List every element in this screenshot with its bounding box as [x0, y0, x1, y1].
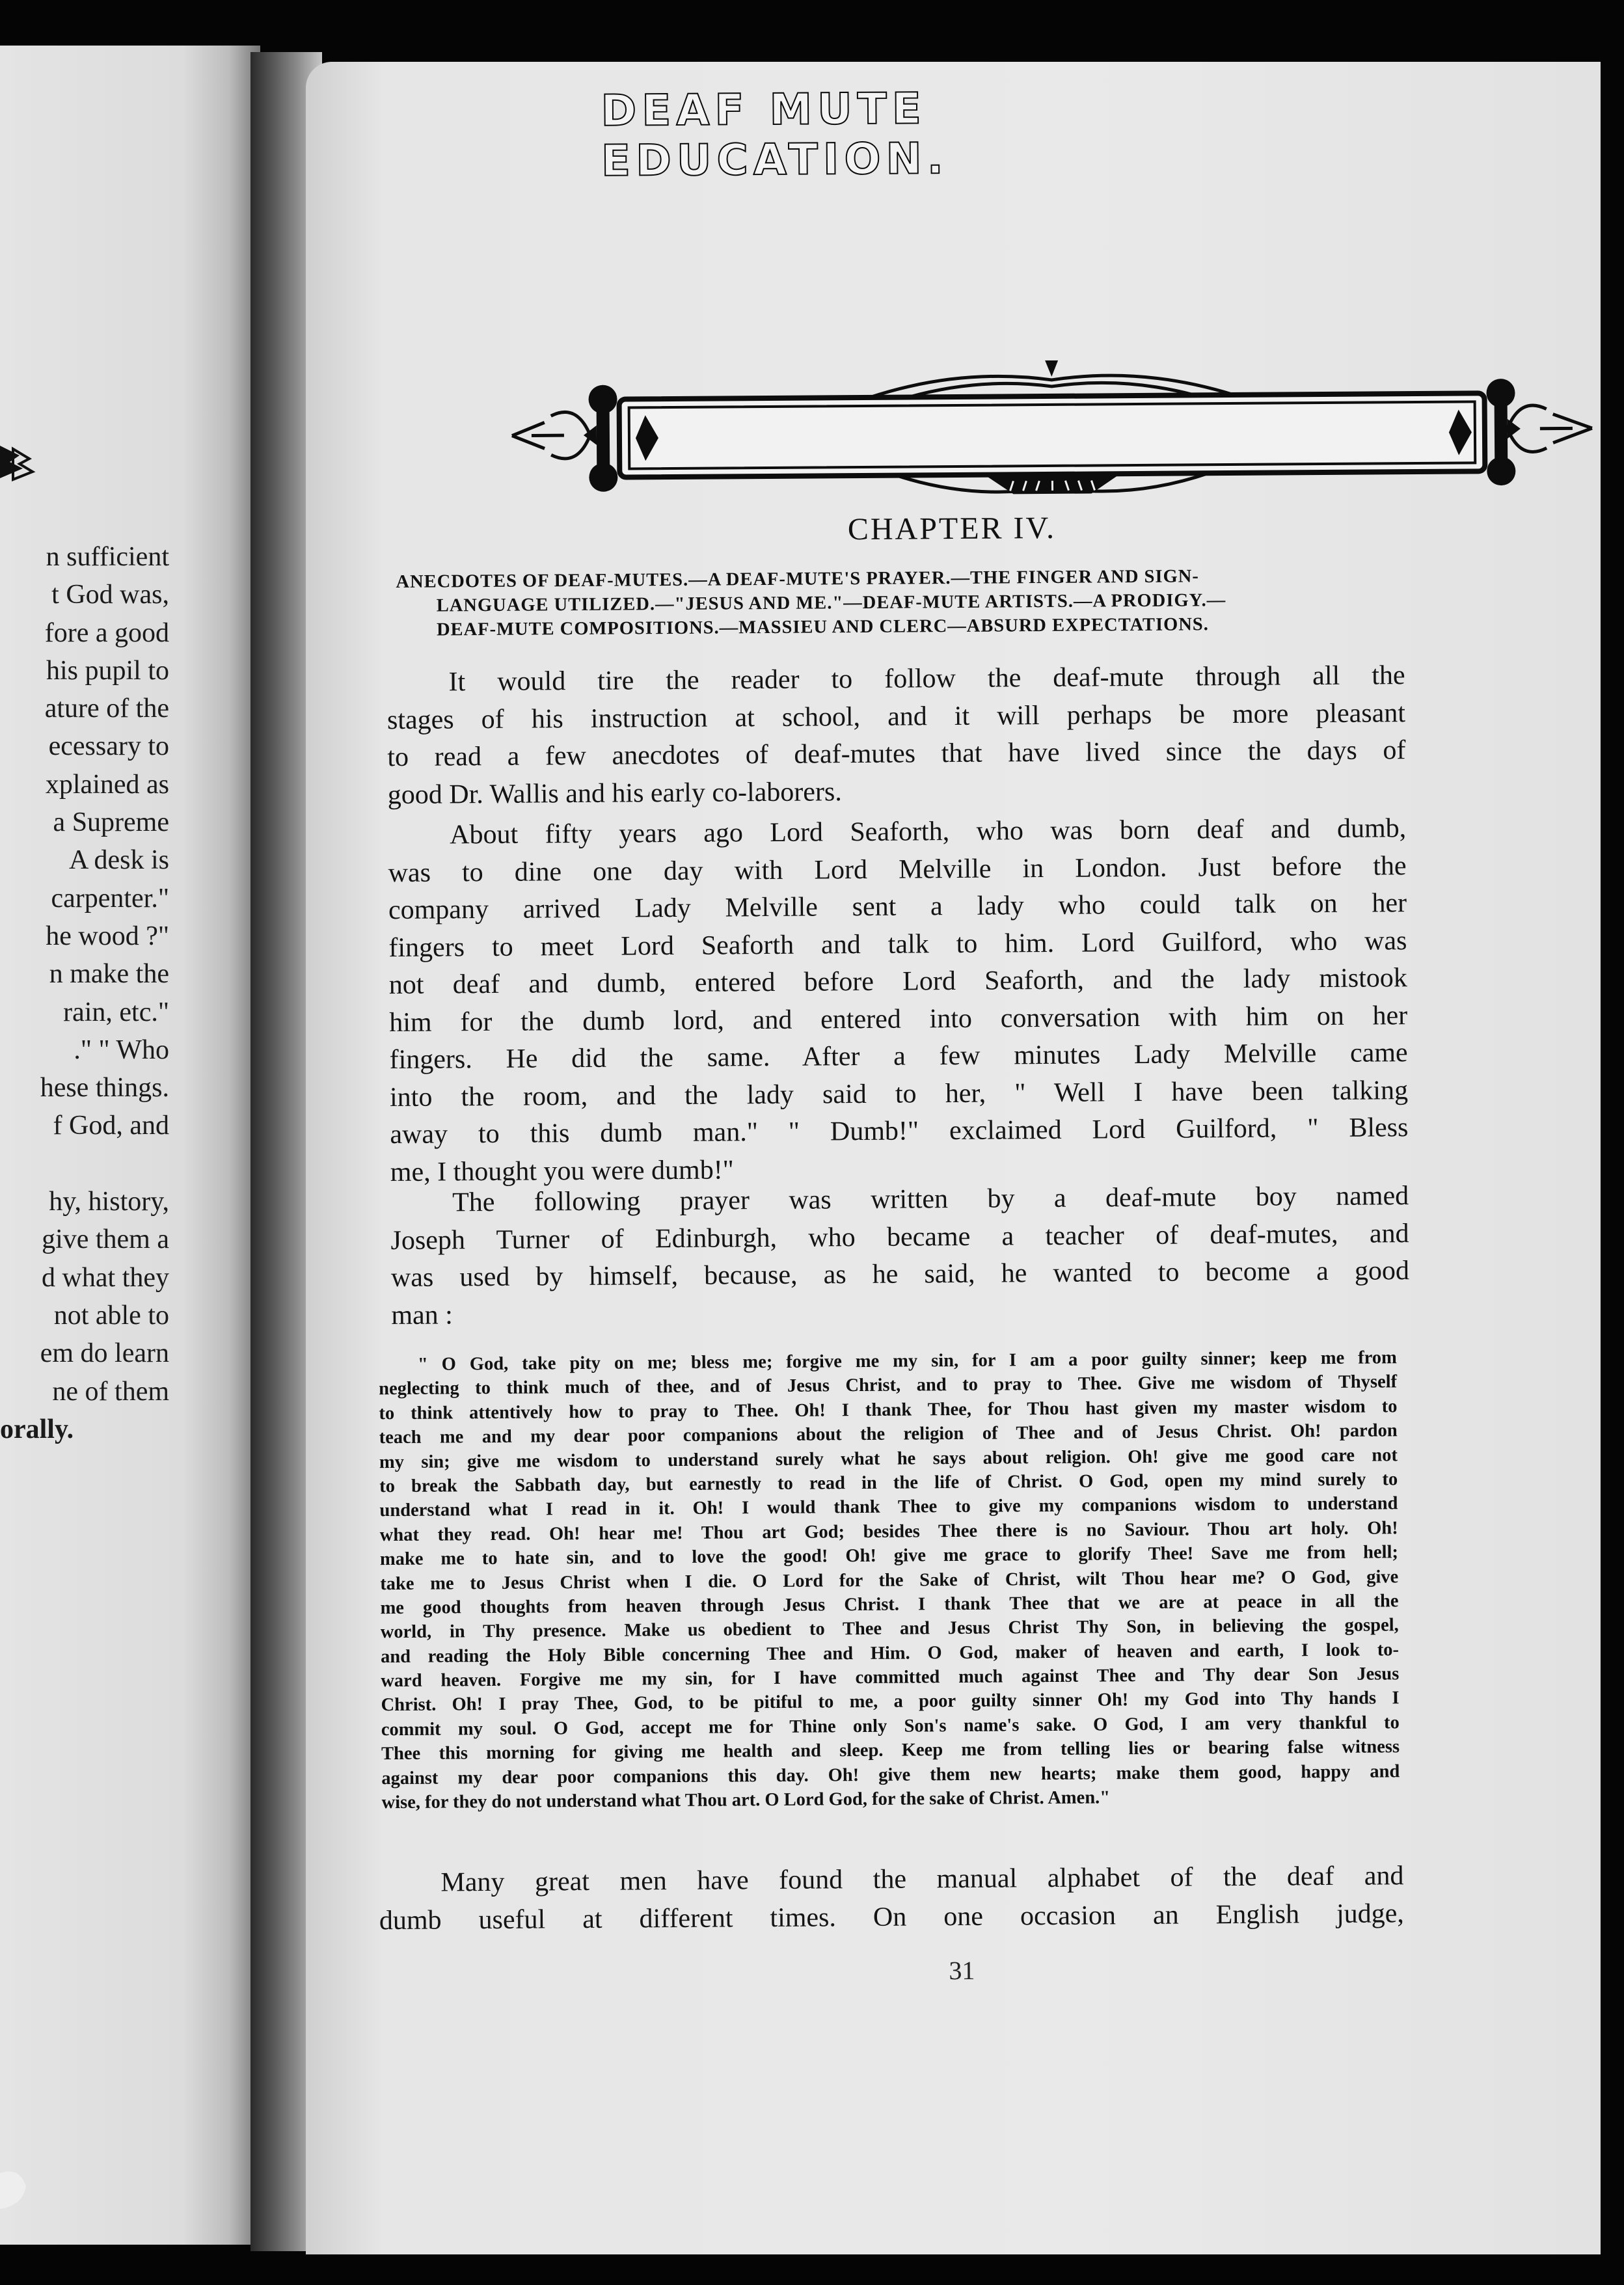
- prayer-line: and reading the Holy Bible concerning Thee and Him. O God, maker of heaven and earth, I look to-: [380, 1639, 1400, 1667]
- prayer-line: " O God, take pity on me; bless me; forgive me my sin, for I am a poor guilty sinner; keep me from: [417, 1347, 1397, 1375]
- chapter-heading: CHAPTER IV.: [847, 510, 1057, 547]
- synopsis-line: LANGUAGE UTILIZED.—"JESUS AND ME."—DEAF-MUTE ARTISTS.—A PRODIGY.—: [436, 590, 1226, 616]
- prayer-line: me good thoughts from heaven through Jesus Christ. I thank Thee that we are at peace in all the: [380, 1591, 1399, 1619]
- synopsis-line: ANECDOTES OF DEAF-MUTES.—A DEAF-MUTE'S PRAYER.—THE FINGER AND SIGN-: [396, 566, 1199, 592]
- page-number: 31: [949, 1955, 975, 1986]
- previous-page-line: ne of them: [52, 1376, 169, 1407]
- previous-page-line: carpenter.": [51, 883, 169, 913]
- current-page: [306, 62, 1601, 2254]
- previous-page-line: em do learn: [40, 1338, 169, 1369]
- previous-page-line: A desk is: [68, 845, 169, 876]
- prayer-line: against my dear poor companions this day. Oh! give them new hearts; make them good, happy and: [381, 1761, 1400, 1789]
- text-line: company arrived Lady Melville sent a lady who could talk on her: [388, 888, 1407, 926]
- prayer-line: my sin; give me wisdom to understand surely what he says about religion. Oh! give me good care not: [379, 1444, 1398, 1472]
- previous-page-text: [0, 538, 169, 1448]
- text-line: man :: [391, 1299, 453, 1331]
- previous-page-line: t God was,: [51, 580, 169, 610]
- previous-page-line: [0, 1145, 169, 1183]
- prayer-line: what they read. Oh! hear me! Thou art God; besides Thee there is no Saviour. Thou art holy. Oh!: [379, 1517, 1398, 1545]
- paragraph-seaforth-anecdote: [388, 810, 1409, 1191]
- left-page-ornament: [0, 439, 39, 485]
- previous-page-line: ature of the: [44, 694, 169, 724]
- previous-page-line: not able to: [53, 1300, 169, 1331]
- text-line: About fifty years ago Lord Seaforth, who was born deaf and dumb,: [450, 813, 1407, 850]
- prayer-line: Christ. Oh! I pray Thee, God, to be pitiful to me, a poor guilty sinner Oh! my God into Thy hands I: [381, 1688, 1400, 1716]
- prayer-line: ward heaven. Forgive me my sin, for I have committed much against Thee and Thy dear Son Jesus: [381, 1664, 1400, 1692]
- previous-page-line: rain, etc.": [63, 997, 169, 1027]
- previous-page-line: hese things.: [40, 1073, 169, 1103]
- prayer-line: make me to hate sin, and to love the good! Oh! give me grace to glorify Thee! Save me from hell;: [379, 1542, 1399, 1570]
- prayer-quotation: [379, 1345, 1400, 1815]
- chapter-header-ornament: [505, 357, 1599, 514]
- prayer-line: understand what I read in it. Oh! I would thank Thee to give my companions wisdom to understand: [379, 1493, 1398, 1521]
- text-line: fingers to meet Lord Seaforth and talk to him. Lord Guilford, who was: [388, 925, 1407, 963]
- prayer-line: take me to Jesus Christ when I die. O Lord for the Sake of Christ, wilt Thou hear me? O God, give: [380, 1566, 1399, 1594]
- text-line: It would tire the reader to follow the deaf-mute through all the: [448, 660, 1405, 697]
- scan-artifact: [0, 2167, 33, 2212]
- prayer-line: teach me and my dear poor companions about the religion of Thee and of Jesus Christ. Oh! pardon: [379, 1420, 1398, 1448]
- text-line: stages of his instruction at school, and it will perhaps be more pleasant: [386, 697, 1406, 735]
- prayer-line: to break the Sabbath day, but earnestly to read in the life of Christ. O God, open my mind surely to: [379, 1469, 1398, 1497]
- previous-page-line: ecessary to: [48, 731, 169, 762]
- previous-page-line: fore a good: [44, 617, 169, 648]
- previous-page-line: n sufficient: [46, 542, 169, 572]
- previous-page-line: xplained as: [45, 769, 169, 800]
- previous-page-line: a Supreme: [53, 807, 169, 838]
- previous-page-line: hy, history,: [49, 1187, 169, 1217]
- paragraph-prayer-intro: [390, 1178, 1410, 1334]
- text-line: to read a few anecdotes of deaf-mutes that have lived since the days of: [387, 735, 1406, 773]
- prayer-line: wise, for they do not understand what Thou art. O Lord God, for the sake of Christ. Amen.": [381, 1787, 1111, 1813]
- prayer-line: neglecting to think much of thee, and of Jesus Christ, and to pray to Thee. Give me wisdom of Thyself: [379, 1372, 1398, 1399]
- text-line: fingers. He did the same. After a few minutes Lady Melville came: [389, 1038, 1408, 1075]
- text-line: away to this dumb man." " Dumb!" exclaimed Lord Guilford, " Bless: [390, 1113, 1409, 1150]
- synopsis-line: DEAF-MUTE COMPOSITIONS.—MASSIEU AND CLERC—ABSURD EXPECTATIONS.: [436, 614, 1209, 640]
- text-line: good Dr. Wallis and his early co-laborers.: [387, 776, 842, 810]
- previous-page-line: give them a: [42, 1224, 169, 1255]
- previous-page-line: he wood ?": [46, 921, 169, 951]
- text-line: was used by himself, because, as he said, he wanted to become a good: [390, 1256, 1410, 1293]
- prayer-line: world, in Thy presence. Make us obedient to Thee and Jesus Christ Thy Son, in believing the gospel,: [380, 1615, 1399, 1643]
- text-line: Joseph Turner of Edinburgh, who became a teacher of deaf-mutes, and: [390, 1218, 1409, 1256]
- chapter-synopsis: [396, 563, 1411, 642]
- previous-page-line: his pupil to: [46, 655, 169, 686]
- prayer-line: commit my soul. O God, accept me for Thine only Son's name's sake. O God, I am very thankful to: [381, 1712, 1400, 1740]
- text-line: was to dine one day with Lord Melville in London. Just before the: [388, 850, 1407, 888]
- text-line: not deaf and dumb, entered before Lord Seaforth, and the lady mistook: [388, 963, 1407, 1001]
- previous-page: [0, 46, 260, 2245]
- paragraph-intro: [386, 657, 1406, 814]
- previous-page-line: n make the: [49, 959, 169, 990]
- prayer-line: Thee this morning for giving me health and sleep. Keep me from telling lies or bearing false witness: [381, 1737, 1400, 1764]
- text-line: The following prayer was written by a deaf-mute boy named: [452, 1181, 1409, 1218]
- previous-page-line: d what they: [42, 1262, 169, 1293]
- previous-page-line: ." " Who: [74, 1034, 169, 1065]
- paragraph-manual-alphabet: [379, 1858, 1404, 1940]
- text-line: me, I thought you were dumb!": [390, 1154, 735, 1187]
- previous-page-line: f God, and: [53, 1111, 169, 1141]
- text-line: into the room, and the lady said to her, " Well I have been talking: [389, 1075, 1409, 1113]
- text-line: him for the dumb lord, and entered into conversation with him on her: [389, 1000, 1408, 1038]
- prayer-line: to think attentively how to pray to Thee. Oh! I thank Thee, for Thou hast given my master wisdom to: [379, 1396, 1398, 1424]
- text-line: dumb useful at different times. On one occasion an English judge,: [379, 1898, 1404, 1936]
- previous-page-line: orally.: [0, 1414, 74, 1444]
- banner-title: DEAF MUTE EDUCATION.: [601, 83, 949, 186]
- text-line: Many great men have found the manual alphabet of the deaf and: [440, 1861, 1404, 1898]
